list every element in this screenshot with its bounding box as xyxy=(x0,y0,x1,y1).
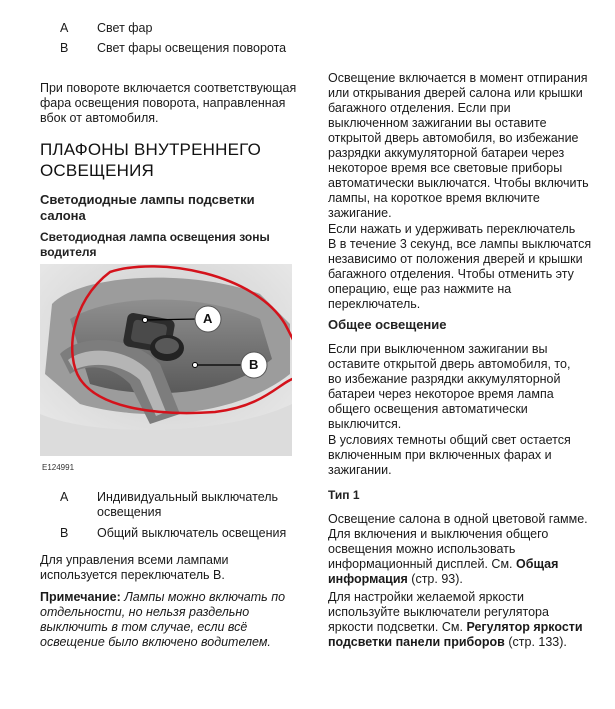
top-legend-item-a xyxy=(60,21,360,37)
brightness-page-ref: (стр. 133). xyxy=(504,635,567,649)
callout-a: A xyxy=(203,311,213,326)
figure-title: Светодиодная лампа освещения зоны водителя xyxy=(40,230,270,259)
top-legend-item-b xyxy=(60,41,360,57)
note xyxy=(40,590,310,650)
paragraph-general-lighting: Если при выключенном зажигании вы оставите открытой дверь автомобиля, то, во избежание разрядки аккумуляторной батареи через некоторое время лампа общего освещения автоматически выключится. xyxy=(328,342,571,431)
figure-legend-item-a xyxy=(60,490,310,522)
section-title: ПЛАФОНЫ ВНУТРЕННЕГО ОСВЕЩЕНИЯ xyxy=(40,140,261,180)
subsection-title: Светодиодные лампы подсветки салона xyxy=(40,192,255,223)
callout-b: B xyxy=(249,357,259,372)
link-general-info[interactable]: Общая информация xyxy=(328,557,559,586)
general-lighting-title: Общее освещение xyxy=(328,317,447,332)
type1-page-ref: (стр. 93). xyxy=(407,572,463,586)
paragraph-type1 xyxy=(328,512,603,587)
link-brightness-regulator[interactable]: Регулятор яркости подсветки панели приборов xyxy=(328,620,583,649)
type1-text: Освещение салона в одной цветовой гамме. Для включения и выключения общего освещения можно использовать информационный дисплей. См. xyxy=(328,512,588,571)
type1-title: Тип 1 xyxy=(328,488,360,502)
brightness-text: Для настройки желаемой яркости используйте выключатели регулятора яркости подсветки. См. xyxy=(328,590,549,634)
control-text: Для управления всеми лампами используется переключатель B. xyxy=(40,553,229,582)
figure-legend-item-b xyxy=(60,526,310,542)
note-text-rest: отдельности, но нельзя раздельно выключить в том случае, если всё освещение было включено водителем. xyxy=(40,605,271,649)
legend-key: A xyxy=(60,490,69,504)
paragraph-lighting-activation: Освещение включается в момент отпирания или открывания дверей салона или крышки багажного отделения. Если при выключенном зажигании вы оставите открытой дверь автомобиля, во избежание разрядки аккумуляторной батареи через некоторое время все световые приборы автоматически выключатся. Чтобы включить лампы, на короткое время включите зажигание. xyxy=(328,71,589,220)
legend-label: Свет фар xyxy=(97,21,153,35)
intro-paragraph: При повороте включается соответствующая фара освещения поворота, направленная вбок от автомобиля. xyxy=(40,81,297,125)
dome-light-figure xyxy=(40,264,292,456)
legend-label: Индивидуальный выключатель освещения xyxy=(97,490,279,519)
legend-label: Общий выключатель освещения xyxy=(97,526,287,540)
paragraph-brightness xyxy=(328,590,603,650)
legend-key: B xyxy=(60,41,69,55)
note-label: Примечание: xyxy=(40,590,121,604)
paragraph-darkness: В условиях темноты общий свет остается включенным при включенных фарах и зажигании. xyxy=(328,433,571,477)
note-text-line1: Лампы можно включать по xyxy=(120,590,286,604)
legend-key: B xyxy=(60,526,69,540)
paragraph-switch-b: Если нажать и удерживать переключатель B в течение 3 секунд, все лампы выключатся независимо от положения дверей и крышки багажного отделения. Чтобы отменить эту операцию, еще раз нажмите на переключатель. xyxy=(328,222,592,311)
figure-code: E124991 xyxy=(42,463,75,472)
legend-label: Свет фары освещения поворота xyxy=(97,41,287,55)
legend-key: A xyxy=(60,21,69,35)
